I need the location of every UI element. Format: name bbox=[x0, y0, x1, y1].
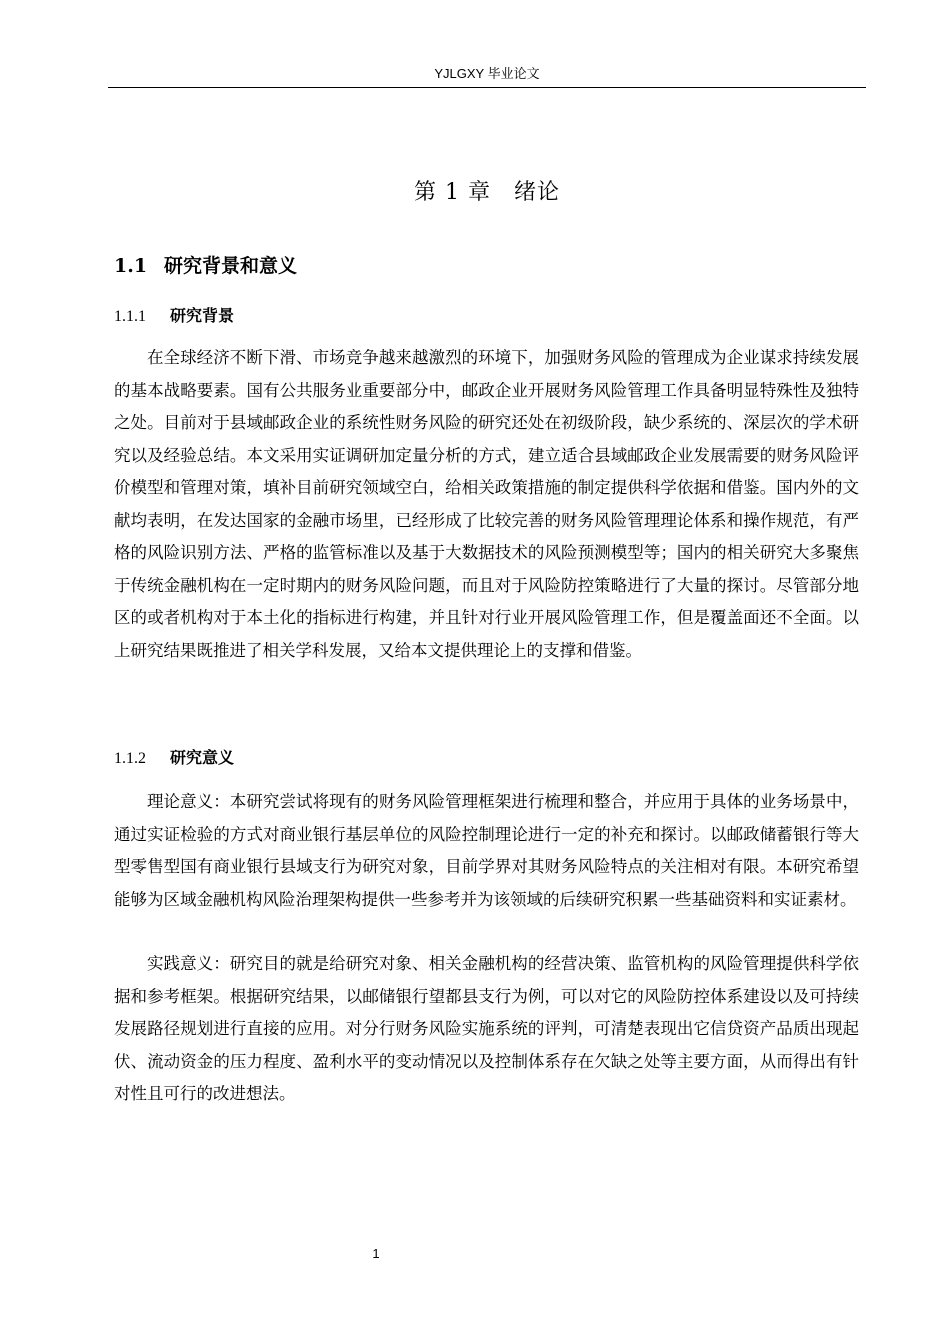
subsection-heading-background bbox=[114, 305, 234, 328]
section-title: 研究背景和意义 bbox=[164, 255, 298, 277]
chapter-title: 第 1 章 绪论 bbox=[414, 180, 560, 205]
theory-significance-paragraph: 理论意义：本研究尝试将现有的财务风险管理框架进行梳理和整合，并应用于具体的业务场景中，通过实证检验的方式对商业银行基层单位的风险控制理论进行一定的补充和探讨。以邮政储蓄银行等大型零售型国有商业银行县域支行为研究对象，目前学界对其财务风险特点的关注相对有限。本研究希望能够为区域金融机构风险治理架构提供一些参考并为该领域的后续研究积累一些基础资料和实证素材。 bbox=[114, 792, 859, 909]
page-number: 1 bbox=[372, 1246, 380, 1261]
subsection-heading-significance bbox=[114, 747, 234, 770]
header-divider bbox=[108, 87, 866, 88]
subsection-number: 1.1.1 bbox=[114, 308, 146, 325]
practice-significance-paragraph: 实践意义：研究目的就是给研究对象、相关金融机构的经营决策、监管机构的风险管理提供科学依据和参考框架。根据研究结果，以邮储银行望都县支行为例，可以对它的风险防控体系建设以及可持续发展路径规划进行直接的应用。对分行财务风险实施系统的评判，可清楚表现出它信贷资产品质出现起伏、流动资金的压力程度、盈利水平的变动情况以及控制体系存在欠缺之处等主要方面，从而得出有针对性且可行的改进想法。 bbox=[114, 954, 859, 1103]
background-paragraph: 在全球经济不断下滑、市场竞争越来越激烈的环境下，加强财务风险的管理成为企业谋求持续发展的基本战略要素。国有公共服务业重要部分中，邮政企业开展财务风险管理工作具备明显特殊性及独特之处。目前对于县域邮政企业的系统性财务风险的研究还处在初级阶段，缺少系统的、深层次的学术研究以及经验总结。本文采用实证调研加定量分析的方式，建立适合县域邮政企业发展需要的财务风险评价模型和管理对策，填补目前研究领域空白，给相关政策措施的制定提供科学依据和借鉴。国内外的文献均表明，在发达国家的金融市场里，已经形成了比较完善的财务风险管理理论体系和操作规范，有严格的风险识别方法、严格的监管标准以及基于大数据技术的风险预测模型等；国内的相关研究大多聚焦于传统金融机构在一定时期内的财务风险问题，而且对于风险防控策略进行了大量的探讨。尽管部分地区的或者机构对于本土化的指标进行构建，并且针对行业开展风险管理工作，但是覆盖面还不全面。以上研究结果既推进了相关学科发展，又给本文提供理论上的支撑和借鉴。 bbox=[114, 348, 859, 660]
section-number: 1.1 bbox=[114, 255, 148, 277]
subsection-title: 研究意义 bbox=[170, 748, 235, 767]
page-header: YJLGXY 毕业论文 bbox=[434, 66, 540, 81]
subsection-title: 研究背景 bbox=[170, 306, 235, 325]
section-heading bbox=[114, 253, 297, 279]
subsection-number: 1.1.2 bbox=[114, 750, 146, 767]
